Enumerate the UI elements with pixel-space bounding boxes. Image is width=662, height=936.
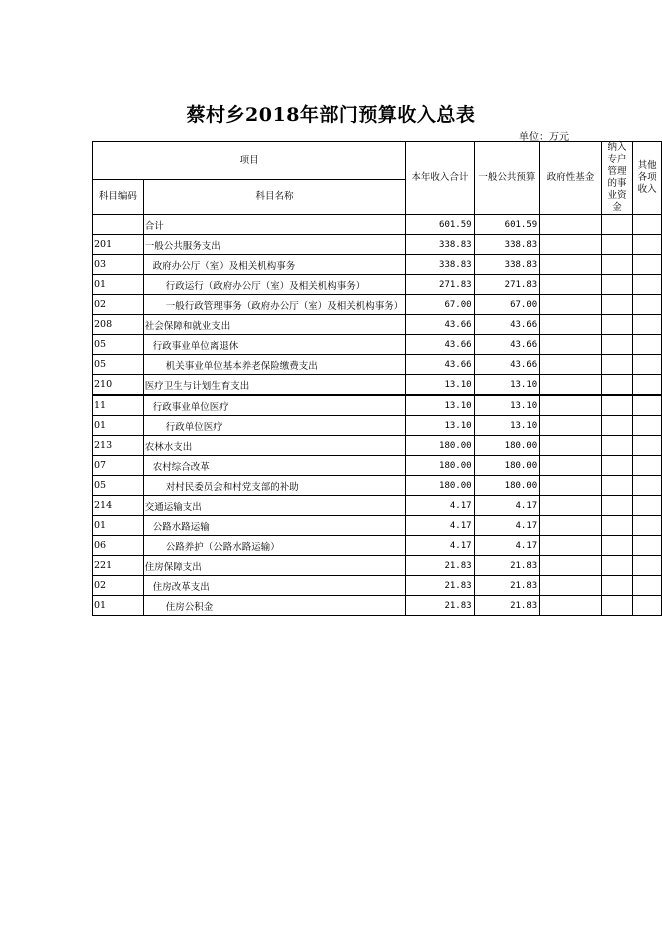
cell-total: 21.83 — [406, 556, 474, 576]
cell-fund — [540, 536, 602, 556]
cell-general: 338.83 — [474, 255, 540, 275]
table-row — [93, 536, 662, 556]
header-project: 项目 — [93, 142, 406, 180]
cell-special — [601, 335, 632, 355]
cell-other — [633, 255, 662, 275]
cell-special — [601, 215, 632, 235]
cell-special — [601, 576, 632, 596]
cell-other — [633, 556, 662, 576]
cell-code: 221 — [93, 556, 144, 576]
cell-name: 农村综合改革 — [143, 456, 406, 476]
cell-total: 4.17 — [406, 496, 474, 516]
cell-code: 02 — [93, 295, 144, 315]
cell-name: 公路养护（公路水路运输） — [143, 536, 406, 556]
header-fund: 政府性基金 — [540, 142, 602, 215]
cell-other — [633, 315, 662, 335]
cell-name: 医疗卫生与计划生育支出 — [143, 375, 406, 396]
header-name: 科目名称 — [143, 180, 406, 215]
table-row — [93, 596, 662, 616]
table-row — [93, 516, 662, 536]
cell-code: 01 — [93, 416, 144, 436]
table-row — [93, 315, 662, 335]
cell-other — [633, 375, 662, 396]
cell-other — [633, 355, 662, 375]
cell-other — [633, 295, 662, 315]
cell-fund — [540, 516, 602, 536]
cell-total: 338.83 — [406, 235, 474, 255]
cell-total: 180.00 — [406, 456, 474, 476]
cell-other — [633, 235, 662, 255]
cell-code: 02 — [93, 576, 144, 596]
header-special: 纳入专户管理的事业资金 — [601, 142, 632, 215]
cell-total: 4.17 — [406, 516, 474, 536]
cell-general: 67.00 — [474, 295, 540, 315]
cell-general: 13.10 — [474, 395, 540, 416]
cell-code: 05 — [93, 335, 144, 355]
page-title: 蔡村乡2018年部门预算收入总表 — [186, 104, 476, 126]
cell-fund — [540, 315, 602, 335]
cell-code: 01 — [93, 596, 144, 616]
cell-special — [601, 355, 632, 375]
cell-special — [601, 275, 632, 295]
cell-name: 住房改革支出 — [143, 576, 406, 596]
cell-code: 03 — [93, 255, 144, 275]
cell-total: 601.59 — [406, 215, 474, 235]
table-row — [93, 576, 662, 596]
cell-other — [633, 496, 662, 516]
cell-name: 社会保障和就业支出 — [143, 315, 406, 335]
cell-general: 21.83 — [474, 576, 540, 596]
cell-fund — [540, 295, 602, 315]
cell-special — [601, 556, 632, 576]
cell-special — [601, 375, 632, 396]
table-row — [93, 335, 662, 355]
cell-special — [601, 456, 632, 476]
cell-name: 行政运行（政府办公厅（室）及相关机构事务） — [143, 275, 406, 295]
cell-general: 21.83 — [474, 596, 540, 616]
cell-code: 01 — [93, 275, 144, 295]
cell-general: 4.17 — [474, 536, 540, 556]
cell-name: 行政事业单位医疗 — [143, 395, 406, 416]
cell-name: 行政事业单位离退休 — [143, 335, 406, 355]
cell-other — [633, 536, 662, 556]
cell-total: 67.00 — [406, 295, 474, 315]
cell-special — [601, 476, 632, 496]
cell-total: 21.83 — [406, 576, 474, 596]
cell-code: 06 — [93, 536, 144, 556]
table-row — [93, 456, 662, 476]
cell-code: 201 — [93, 235, 144, 255]
cell-code: 05 — [93, 355, 144, 375]
cell-special — [601, 235, 632, 255]
cell-total: 21.83 — [406, 596, 474, 616]
table-row — [93, 215, 662, 235]
header-code: 科目编码 — [93, 180, 144, 215]
cell-total: 180.00 — [406, 436, 474, 456]
cell-code: 210 — [93, 375, 144, 396]
cell-fund — [540, 416, 602, 436]
cell-total: 13.10 — [406, 395, 474, 416]
cell-fund — [540, 335, 602, 355]
table-row — [93, 476, 662, 496]
cell-total: 4.17 — [406, 536, 474, 556]
cell-other — [633, 275, 662, 295]
cell-code: 213 — [93, 436, 144, 456]
table-row — [93, 275, 662, 295]
cell-name: 行政单位医疗 — [143, 416, 406, 436]
cell-special — [601, 536, 632, 556]
header-general: 一般公共预算 — [474, 142, 540, 215]
table-row — [93, 556, 662, 576]
cell-general: 43.66 — [474, 335, 540, 355]
cell-total: 271.83 — [406, 275, 474, 295]
header-total: 本年收入合计 — [406, 142, 474, 215]
cell-other — [633, 215, 662, 235]
cell-general: 338.83 — [474, 235, 540, 255]
cell-special — [601, 596, 632, 616]
cell-other — [633, 416, 662, 436]
cell-general: 271.83 — [474, 275, 540, 295]
table-row — [93, 436, 662, 456]
cell-name: 住房保障支出 — [143, 556, 406, 576]
cell-special — [601, 496, 632, 516]
cell-name: 住房公积金 — [143, 596, 406, 616]
cell-total: 43.66 — [406, 355, 474, 375]
cell-general: 13.10 — [474, 375, 540, 396]
cell-fund — [540, 496, 602, 516]
cell-total: 43.66 — [406, 315, 474, 335]
cell-code: 01 — [93, 516, 144, 536]
cell-special — [601, 295, 632, 315]
cell-general: 601.59 — [474, 215, 540, 235]
cell-code: 11 — [93, 395, 144, 416]
cell-code: 07 — [93, 456, 144, 476]
table-row — [93, 255, 662, 275]
cell-special — [601, 315, 632, 335]
table-row — [93, 416, 662, 436]
cell-general: 180.00 — [474, 456, 540, 476]
cell-fund — [540, 395, 602, 416]
table-row — [93, 355, 662, 375]
cell-fund — [540, 215, 602, 235]
table-body — [93, 215, 662, 616]
cell-fund — [540, 476, 602, 496]
cell-code: 05 — [93, 476, 144, 496]
cell-other — [633, 516, 662, 536]
cell-fund — [540, 456, 602, 476]
budget-table — [92, 141, 662, 616]
table-row — [93, 375, 662, 396]
cell-total: 13.10 — [406, 416, 474, 436]
cell-other — [633, 476, 662, 496]
cell-fund — [540, 255, 602, 275]
unit-label: 单位：万元 — [519, 132, 569, 143]
cell-general: 4.17 — [474, 516, 540, 536]
cell-total: 180.00 — [406, 476, 474, 496]
cell-general: 180.00 — [474, 436, 540, 456]
cell-general: 13.10 — [474, 416, 540, 436]
cell-name: 一般行政管理事务（政府办公厅（室）及相关机构事务） — [143, 295, 406, 315]
cell-total: 338.83 — [406, 255, 474, 275]
cell-fund — [540, 355, 602, 375]
cell-fund — [540, 556, 602, 576]
cell-other — [633, 335, 662, 355]
cell-other — [633, 596, 662, 616]
cell-general: 180.00 — [474, 476, 540, 496]
cell-general: 43.66 — [474, 355, 540, 375]
cell-fund — [540, 375, 602, 396]
cell-special — [601, 516, 632, 536]
header-other: 其他各项收入 — [633, 142, 662, 215]
cell-special — [601, 395, 632, 416]
cell-name: 农林水支出 — [143, 436, 406, 456]
cell-general: 4.17 — [474, 496, 540, 516]
table-row — [93, 295, 662, 315]
table-row — [93, 395, 662, 416]
cell-name: 机关事业单位基本养老保险缴费支出 — [143, 355, 406, 375]
cell-total: 13.10 — [406, 375, 474, 396]
cell-fund — [540, 596, 602, 616]
cell-fund — [540, 576, 602, 596]
cell-name: 政府办公厅（室）及相关机构事务 — [143, 255, 406, 275]
table-row — [93, 496, 662, 516]
cell-total: 43.66 — [406, 335, 474, 355]
cell-general: 43.66 — [474, 315, 540, 335]
cell-other — [633, 395, 662, 416]
cell-name: 对村民委员会和村党支部的补助 — [143, 476, 406, 496]
cell-name: 公路水路运输 — [143, 516, 406, 536]
cell-fund — [540, 436, 602, 456]
cell-name: 一般公共服务支出 — [143, 235, 406, 255]
cell-code: 214 — [93, 496, 144, 516]
cell-special — [601, 255, 632, 275]
cell-code: 208 — [93, 315, 144, 335]
cell-special — [601, 416, 632, 436]
cell-name: 合计 — [143, 215, 406, 235]
cell-other — [633, 436, 662, 456]
table-row — [93, 235, 662, 255]
cell-fund — [540, 275, 602, 295]
cell-name: 交通运输支出 — [143, 496, 406, 516]
cell-special — [601, 436, 632, 456]
cell-code — [93, 215, 144, 235]
cell-other — [633, 576, 662, 596]
cell-other — [633, 456, 662, 476]
cell-general: 21.83 — [474, 556, 540, 576]
cell-fund — [540, 235, 602, 255]
